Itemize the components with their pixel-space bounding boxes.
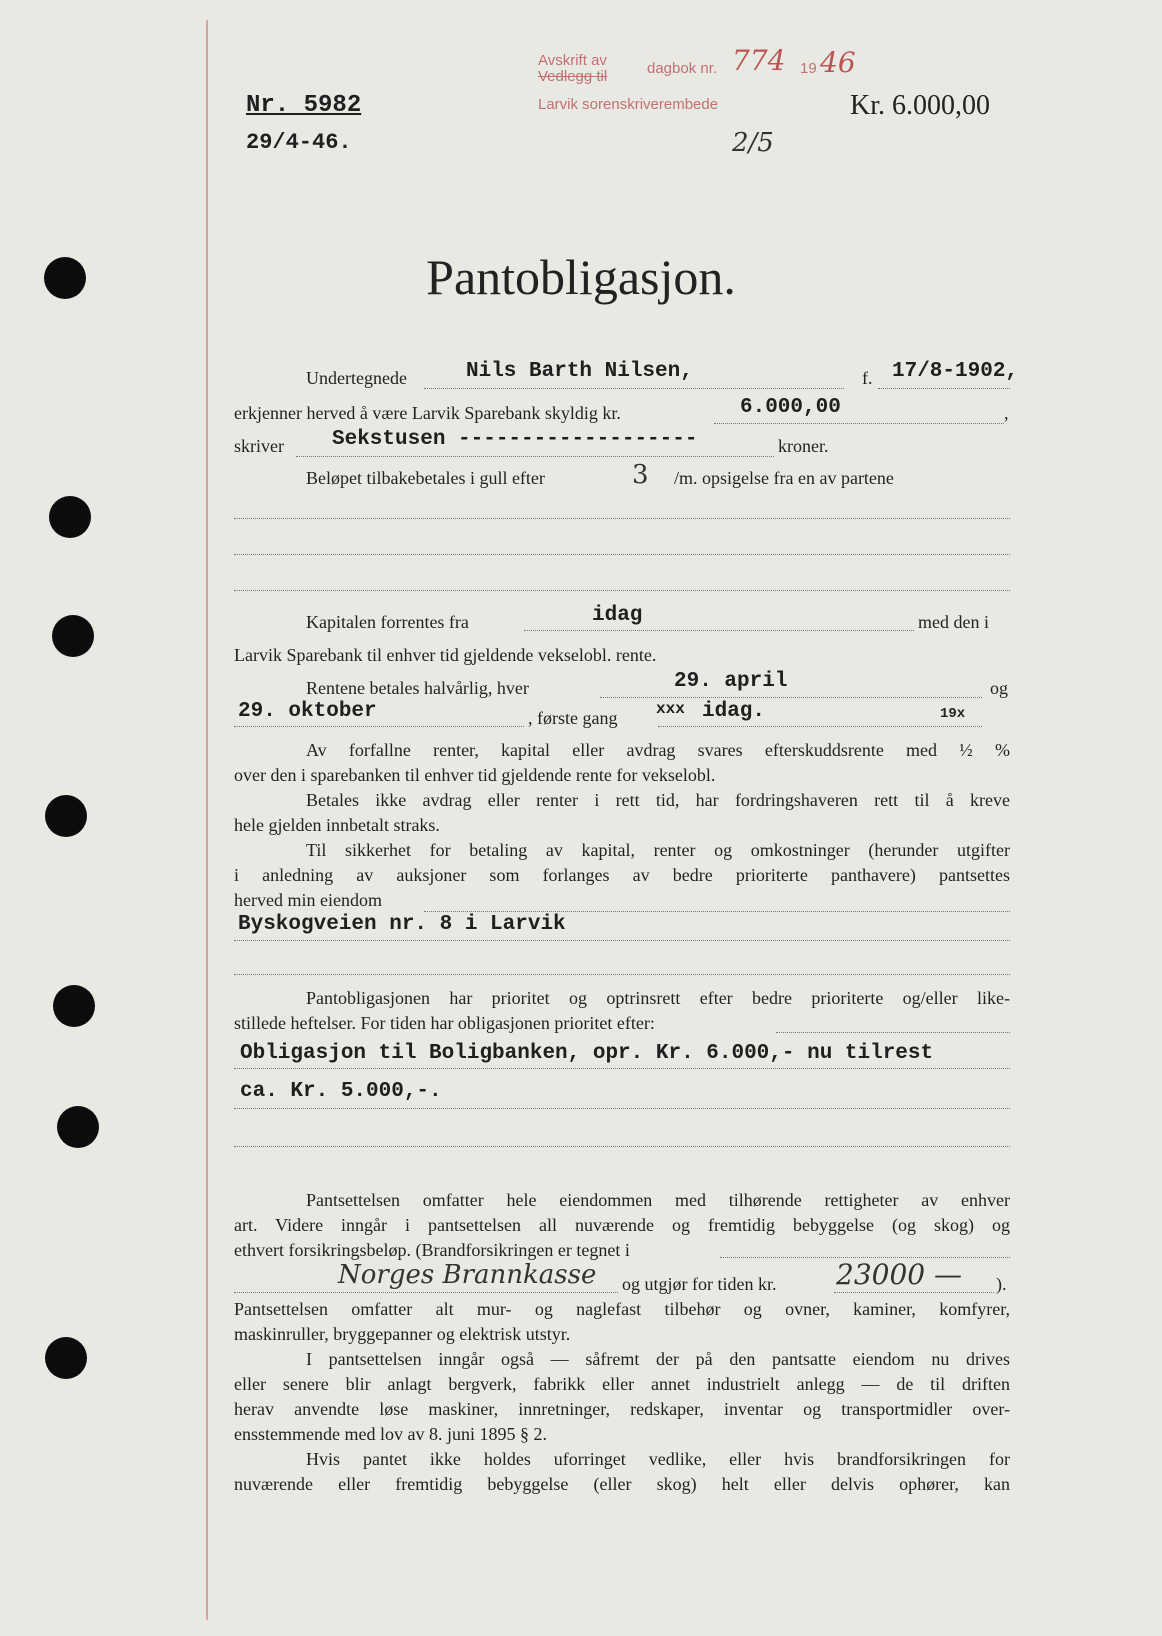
dotted-line	[234, 1292, 618, 1293]
kapital-value: idag	[592, 604, 643, 627]
dotted-line	[234, 974, 1010, 975]
forste-label: , første gang	[528, 708, 618, 728]
renter-text-end: og	[990, 678, 1008, 698]
dotted-line	[600, 697, 982, 698]
paragraph-line: art. Videre inngår i pantsettelsen all nuværende og fremtidig bebyggelse (og skog) og	[234, 1215, 1010, 1235]
dotted-line	[878, 388, 1010, 389]
paragraph-line: i anledning av auksjoner som forlanges av bedre prioriterte panthavere) pantsettes	[234, 865, 1010, 885]
prior-value-1: Obligasjon til Boligbanken, opr. Kr. 6.000,- nu tilrest	[240, 1042, 934, 1065]
date-note: 2/5	[732, 128, 774, 158]
dotted-line	[234, 1068, 1010, 1069]
kapital-line2: Larvik Sparebank til enhver tid gjeldende vekselobl. rente.	[234, 645, 657, 665]
punch-hole	[52, 615, 94, 657]
paragraph-line: Pantsettelsen omfatter hele eiendommen med tilhørende rettigheter av enhver	[306, 1190, 1010, 1210]
dotted-line	[234, 554, 1010, 555]
paragraph-line: over den i sparebanken til enhver tid gjeldende rente for vekselobl.	[234, 765, 716, 785]
repay-text-end: /m. opsigelse fra en av partene	[674, 468, 894, 488]
dotted-line	[658, 726, 982, 727]
paragraph-line: hele gjelden innbetalt straks.	[234, 815, 440, 835]
stamp-dagbok-label: dagbok nr.	[647, 60, 718, 77]
insurer-value: Norges Brannkasse	[338, 1260, 597, 1290]
renter-text: Rentene betales halvårlig, hver	[306, 678, 529, 698]
debt-text: erkjenner herved å være Larvik Sparebank skyldig kr.	[234, 403, 621, 423]
paragraph-line: Av forfallne renter, kapital eller avdrag svares efterskuddsrente med ½ %	[306, 740, 1010, 760]
skriver-value: Sekstusen -------------------	[332, 428, 698, 451]
repay-value: 3	[632, 460, 649, 490]
oktober-value: 29. oktober	[238, 700, 377, 723]
paragraph-line: Betales ikke avdrag eller renter i rett tid, har fordringshaveren rett til å kreve	[306, 790, 1010, 810]
dotted-line	[234, 1108, 1010, 1109]
dagbok-number: 774	[732, 44, 786, 77]
dotted-line	[776, 1032, 1010, 1033]
undertegnede-value: Nils Barth Nilsen,	[466, 360, 693, 383]
property-value: Byskogveien nr. 8 i Larvik	[238, 913, 566, 936]
tail-paragraph	[234, 1297, 1010, 1497]
year-struck: 19x	[940, 706, 966, 722]
stamp-office: Larvik sorenskriverembede	[538, 96, 719, 113]
punch-hole	[57, 1106, 99, 1148]
forste-struck: xxx	[656, 700, 685, 718]
paragraph-line: I pantsettelsen inngår også — såfremt der på den pantsatte eiendom nu drives	[306, 1349, 1010, 1369]
punch-hole	[53, 985, 95, 1027]
prioritet-paragraph	[234, 986, 1010, 1036]
born-label: f.	[862, 368, 873, 388]
dotted-line	[234, 940, 1010, 941]
paragraph-line: nuværende eller fremtidig bebyggelse (eller skog) helt eller delvis ophører, kan	[234, 1474, 1010, 1494]
page-title: Pantobligasjon.	[426, 249, 736, 305]
paragraph-line: stillede heftelser. For tiden har obligasjonen prioritet efter:	[234, 1013, 655, 1033]
forste-value: idag.	[702, 700, 766, 723]
punch-hole	[45, 1337, 87, 1379]
insurance-value: 23000 —	[836, 1258, 962, 1291]
pantsettelsen-paragraph	[234, 1188, 1010, 1263]
dotted-line	[834, 1292, 994, 1293]
dotted-line	[234, 590, 1010, 591]
punch-hole	[49, 496, 91, 538]
dotted-line	[714, 423, 1004, 424]
renter-value: 29. april	[674, 670, 788, 693]
dotted-line	[524, 630, 914, 631]
year-suffix: 46	[820, 46, 856, 79]
prior-value-2: ca. Kr. 5.000,-.	[240, 1080, 442, 1103]
paragraph-line: Til sikkerhet for betaling av kapital, renter og omkostninger (herunder utgifter	[306, 840, 1010, 860]
header-amount: Kr. 6.000,00	[850, 90, 990, 121]
kapital-text: Kapitalen forrentes fra	[306, 612, 469, 632]
skriver-label: skriver	[234, 436, 284, 456]
paragraph-line: herav anvendte løse maskiner, innretninger, redskaper, inventar og transportmidler over-	[234, 1399, 1010, 1419]
renter-paragraph	[234, 738, 1010, 913]
paragraph-line: ethvert forsikringsbeløp. (Brandforsikringen er tegnet i	[234, 1240, 630, 1260]
debt-value: 6.000,00	[740, 396, 841, 419]
kroner-label: kroner.	[778, 436, 829, 456]
paragraph-line: eller senere blir anlagt bergverk, fabrikk eller annet industrielt anlegg — de til driften	[234, 1374, 1010, 1394]
stamp-vedlegg: Vedlegg til	[538, 68, 608, 85]
document-date: 29/4-46.	[246, 130, 352, 155]
paragraph-line: Pantsettelsen omfatter alt mur- og naglefast tilbehør og ovner, kaminer, komfyrer,	[234, 1299, 1010, 1319]
repay-text: Beløpet tilbakebetales i gull efter	[306, 468, 545, 488]
born-value: 17/8-1902,	[892, 360, 1019, 383]
debt-comma: ,	[1004, 403, 1009, 423]
stamp-avskrift: Avskrift av	[538, 52, 607, 69]
paragraph-line: ensstemmende med lov av 8. juni 1895 § 2.	[234, 1424, 547, 1444]
punch-hole	[45, 795, 87, 837]
insurance-text: og utgjør for tiden kr.	[622, 1274, 777, 1294]
paragraph-line: Pantobligasjonen har prioritet og optrinsrett efter bedre prioriterte og/eller like-	[306, 988, 1010, 1008]
paragraph-line: Hvis pantet ikke holdes uforringet vedlike, eller hvis brandforsikringen for	[306, 1449, 1010, 1469]
paragraph-line: herved min eiendom	[234, 890, 382, 910]
dotted-line	[234, 726, 524, 727]
dotted-line	[424, 388, 844, 389]
dotted-line	[424, 911, 1010, 912]
document-number: Nr. 5982	[246, 92, 362, 119]
stamp-year-prefix: 19	[800, 60, 817, 77]
dotted-line	[234, 518, 1010, 519]
dotted-line	[234, 1146, 1010, 1147]
dotted-line	[296, 456, 774, 457]
paragraph-line: maskinruller, bryggepanner og elektrisk utstyr.	[234, 1324, 571, 1344]
kapital-text-end: med den i	[918, 612, 989, 632]
undertegnede-label: Undertegnede	[306, 368, 407, 388]
insurance-end: ).	[996, 1274, 1007, 1294]
